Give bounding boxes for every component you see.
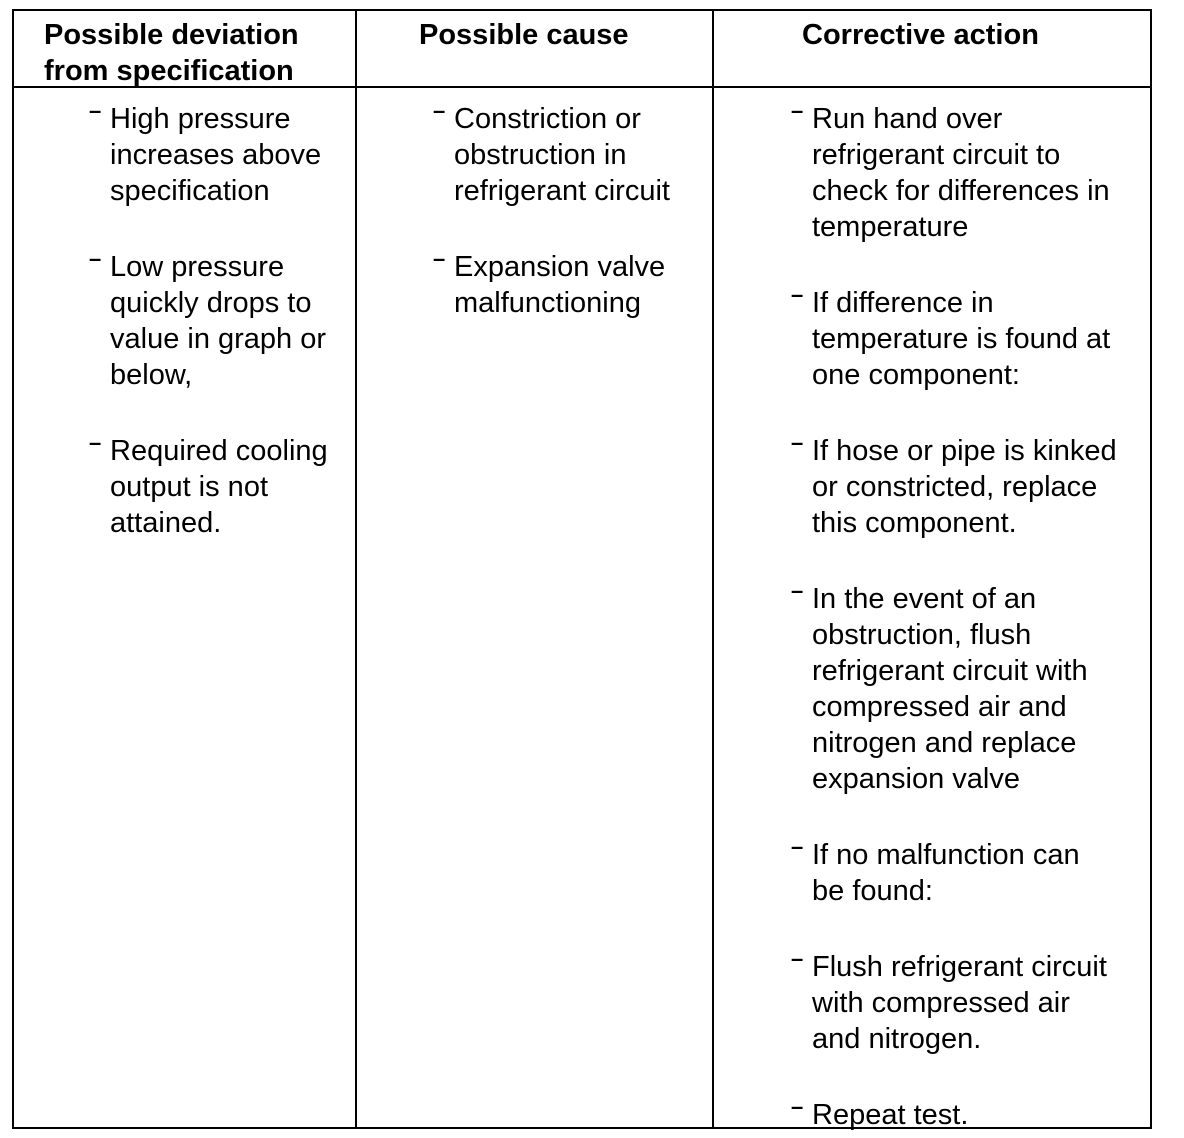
action-item-line: nitrogen and replace xyxy=(812,727,1077,759)
deviation-item xyxy=(89,98,322,209)
action-item xyxy=(791,98,1110,245)
deviation-item-line: Required cooling xyxy=(110,435,328,467)
deviation-item-line: quickly drops to xyxy=(110,287,312,319)
deviation-item-line: value in graph or xyxy=(110,323,327,355)
deviation-item xyxy=(89,246,327,393)
deviation-item-line: High pressure xyxy=(110,103,291,135)
bullet-dash: – xyxy=(89,246,102,271)
action-item-line: obstruction, flush xyxy=(812,619,1032,651)
deviation-item-line: attained. xyxy=(110,507,222,539)
header-action xyxy=(802,17,1142,53)
cause-item xyxy=(433,246,666,321)
cause-item-line: obstruction in xyxy=(454,139,627,171)
header-action-text: Corrective action xyxy=(802,19,1039,51)
deviation-item-line: increases above xyxy=(110,139,322,171)
header-deviation xyxy=(44,17,344,89)
action-item-line: In the event of an xyxy=(812,583,1037,615)
action-item-line: or constricted, replace xyxy=(812,471,1098,503)
action-item xyxy=(791,1094,969,1133)
action-item-line: temperature xyxy=(812,211,969,243)
header-cause-text: Possible cause xyxy=(419,19,629,51)
action-item-line: refrigerant circuit to xyxy=(812,139,1061,171)
bullet-dash: – xyxy=(89,430,102,455)
action-item-line: be found: xyxy=(812,875,933,907)
cause-item xyxy=(433,98,670,209)
action-item xyxy=(791,282,1111,393)
action-item-line: this component. xyxy=(812,507,1017,539)
action-item-line: one component: xyxy=(812,359,1020,391)
bullet-dash: – xyxy=(791,946,804,971)
action-item xyxy=(791,578,1088,797)
action-item-line: check for differences in xyxy=(812,175,1110,207)
action-item-line: compressed air and xyxy=(812,691,1067,723)
cause-item-line: refrigerant circuit xyxy=(454,175,670,207)
bullet-dash: – xyxy=(89,98,102,123)
bullet-dash: – xyxy=(791,98,804,123)
bullet-dash: – xyxy=(791,282,804,307)
action-item xyxy=(791,430,1117,541)
action-item-line: If no malfunction can xyxy=(812,839,1080,871)
action-item-line: Repeat test. xyxy=(812,1099,969,1131)
bullet-dash: – xyxy=(791,430,804,455)
action-item-line: If hose or pipe is kinked xyxy=(812,435,1117,467)
action-item xyxy=(791,946,1107,1057)
action-item-line: Flush refrigerant circuit xyxy=(812,951,1107,983)
cause-item-line: malfunctioning xyxy=(454,287,641,319)
column-divider-1 xyxy=(355,11,357,1127)
action-item-line: temperature is found at xyxy=(812,323,1111,355)
action-item-line: and nitrogen. xyxy=(812,1023,982,1055)
header-deviation-text: Possible deviation from specification xyxy=(44,19,299,87)
action-item-line: refrigerant circuit with xyxy=(812,655,1088,687)
troubleshooting-table xyxy=(12,9,1152,1129)
deviation-item-line: below, xyxy=(110,359,193,391)
action-item-line: expansion valve xyxy=(812,763,1020,795)
deviation-item-line: specification xyxy=(110,175,270,207)
bullet-dash: – xyxy=(433,98,446,123)
cause-item-line: Constriction or xyxy=(454,103,641,135)
deviation-item xyxy=(89,430,328,541)
bullet-dash: – xyxy=(791,578,804,603)
action-item-line: with compressed air xyxy=(812,987,1070,1019)
cause-item-line: Expansion valve xyxy=(454,251,666,283)
action-item-line: Run hand over xyxy=(812,103,1003,135)
header-cause xyxy=(419,17,699,53)
bullet-dash: – xyxy=(433,246,446,271)
action-item-line: If difference in xyxy=(812,287,994,319)
column-divider-2 xyxy=(712,11,714,1127)
bullet-dash: – xyxy=(791,834,804,859)
action-item xyxy=(791,834,1080,909)
bullet-dash: – xyxy=(791,1094,804,1119)
deviation-item-line: Low pressure xyxy=(110,251,285,283)
deviation-item-line: output is not xyxy=(110,471,268,503)
